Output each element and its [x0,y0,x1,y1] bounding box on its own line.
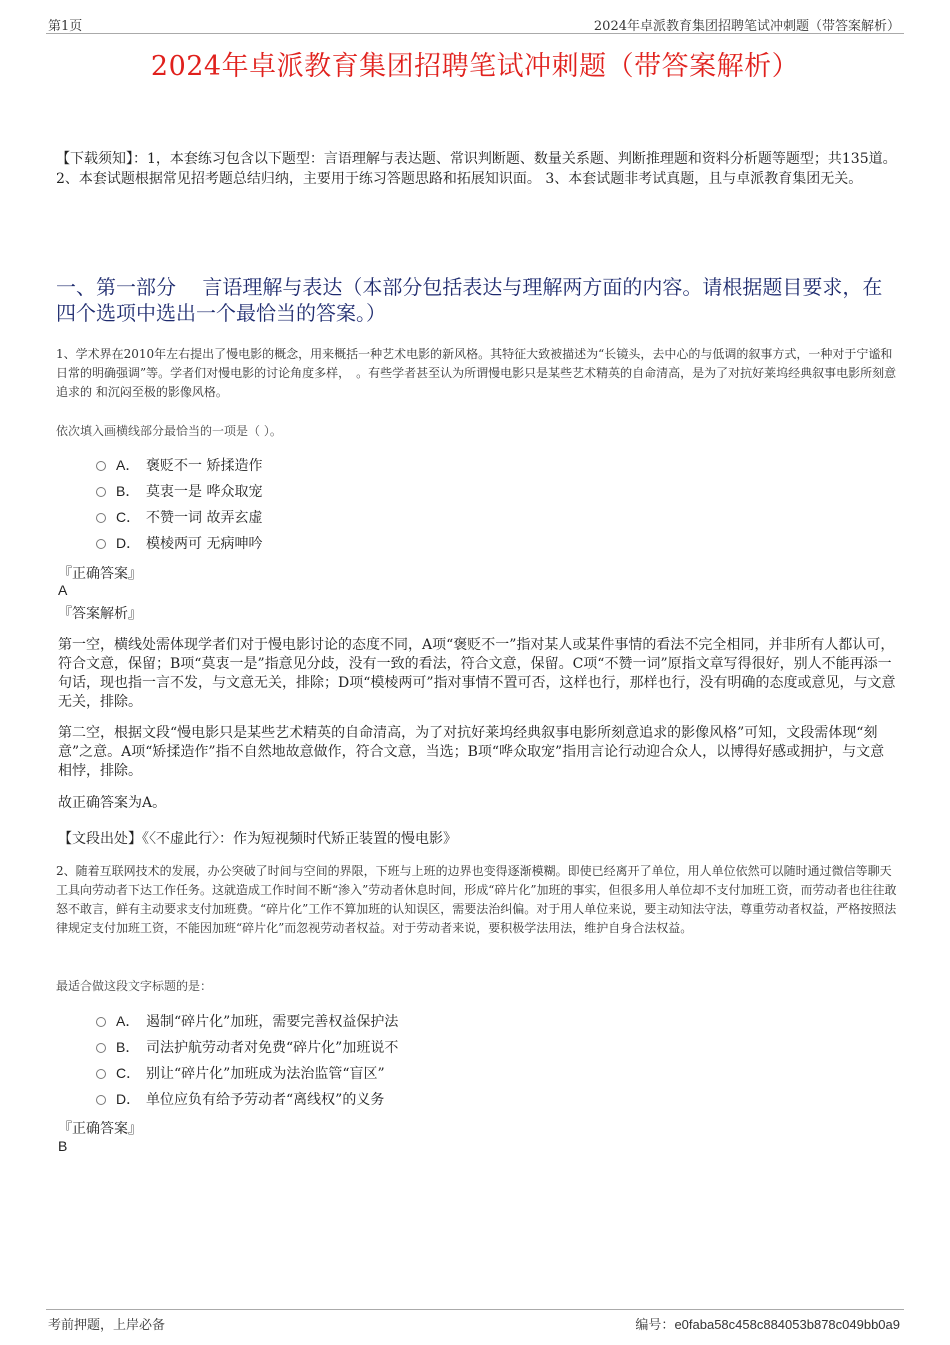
option-b[interactable]: B． 莫衷一是 哗众取宠 [96,478,262,504]
question-1-text: 1、学术界在2010年左右提出了慢电影的概念，用来概括一种艺术电影的新风格。其特征大致被描述为“长镜头，去中心的与低调的叙事方式，一种对于宁谧和日常的明确强调”等。学者们对慢电影的讨论角度多样， 。有些学者甚至认为所谓慢电影只是某些艺术精英的自命清高，是为了对抗好莱坞经典叙事电影所刻意追求的 和沉闷至极的影像风格。 [56,347,897,399]
correct-answer-label: 『正确答案』 [58,1121,142,1137]
footer-code: 编号：e0faba58c458c884053b878c049bb0a9 [635,1317,900,1333]
radio-icon[interactable] [96,1017,106,1027]
radio-icon[interactable] [96,513,106,523]
option-a[interactable]: A． 遏制“碎片化”加班，需要完善权益保护法 [96,1008,398,1034]
question-2-options [96,1008,398,1112]
passage-source: 【文段出处】《〈不虚此行〉：作为短视频时代矫正装置的慢电影》 [58,831,457,847]
question-2-prompt: 最适合做这段文字标题的是： [56,979,213,993]
analysis-conclusion: 故正确答案为A。 [58,795,167,811]
radio-icon[interactable] [96,1069,106,1079]
question-1-prompt: 依次填入画横线部分最恰当的一项是（ ）。 [56,424,282,438]
radio-icon[interactable] [96,487,106,497]
document-title: 2024年卓派教育集团招聘笔试冲刺题（带答案解析） [150,51,800,82]
download-notice: 【下载须知】：1，本套练习包含以下题型：言语理解与表达题、常识判断题、数量关系题、判断推理题和资料分析题等题型；共135道。 2、本套试题根据常见招考题总结归纳，主要用于练习答题思路和拓展知识面。 3、本套试题非考试真题，且与卓派教育集团无关。 [56,151,897,187]
radio-icon[interactable] [96,1095,106,1105]
radio-icon[interactable] [96,461,106,471]
analysis-label: 『答案解析』 [58,606,142,622]
option-a[interactable]: A． 褒贬不一 矫揉造作 [96,452,262,478]
footer-slogan: 考前押题，上岸必备 [48,1318,166,1333]
radio-icon[interactable] [96,539,106,549]
section-title: 一、第一部分 言语理解与表达（本部分包括表达与理解两方面的内容。请根据题目要求，在四个选项中选出一个最恰当的答案。） [56,275,883,325]
radio-icon[interactable] [96,1043,106,1053]
option-c[interactable]: C． 别让“碎片化”加班成为法治监管“盲区” [96,1060,398,1086]
page-header [46,13,904,34]
option-d[interactable]: D． 单位应负有给予劳动者“离线权”的义务 [96,1086,398,1112]
header-doc-title: 2024年卓派教育集团招聘笔试冲刺题（带答案解析） [593,19,900,34]
question-2-answer: B [58,1138,68,1154]
question-1-options [96,452,262,556]
option-d[interactable]: D． 模棱两可 无病呻吟 [96,530,262,556]
question-2-text: 2、随着互联网技术的发展，办公突破了时间与空间的界限，下班与上班的边界也变得逐渐模糊。即使已经离开了单位，用人单位依然可以随时通过微信等聊天工具向劳动者下达工作任务。这就造成工作时间不断“渗入”劳动者休息时间，形成“碎片化”加班的事实，但很多用人单位却不支付加班工资，而劳动者也往往敢怒不敢言，鲜有主动要求支付加班费。“碎片化”工作不算加班的认知误区，需要法治纠偏。对于用人单位来说，要主动知法守法，尊重劳动者权益，严格按照法律规定支付加班工资，不能因加班“碎片化”而忽视劳动者权益。对于劳动者来说，要积极学法用法，维护自身合法权益。 [56,864,897,935]
question-1-answer: A [58,582,68,598]
page-footer [46,1309,904,1334]
analysis-paragraph-1: 第一空，横线处需体现学者们对于慢电影讨论的态度不同，A项“褒贬不一”指对某人或某件事情的看法不完全相同，并非所有人都认可，符合文意，保留；B项“莫衷一是”指意见分歧，没有一致的看法，符合文意，保留。C项“不赞一词”原指文章写得很好，别人不能再添一句话，现也指一言不发，与文意无关，排除；D项“模棱两可”指对事情不置可否，这样也行，那样也行，没有明确的态度或意见，与文意无关，排除。 [58,637,896,710]
option-b[interactable]: B． 司法护航劳动者对免费“碎片化”加班说不 [96,1034,398,1060]
page-number: 第1页 [48,19,83,34]
analysis-paragraph-2: 第二空，根据文段“慢电影只是某些艺术精英的自命清高，为了对抗好莱坞经典叙事电影所刻意追求的影像风格”可知，文段需体现“刻意”之意。A项“矫揉造作”指不自然地故意做作，符合文意，当选；B项“哗众取宠”指用言论行动迎合众人，以博得好感或拥护，与文意相悖，排除。 [58,725,885,779]
correct-answer-label: 『正确答案』 [58,566,142,582]
option-c[interactable]: C． 不赞一词 故弄玄虚 [96,504,262,530]
